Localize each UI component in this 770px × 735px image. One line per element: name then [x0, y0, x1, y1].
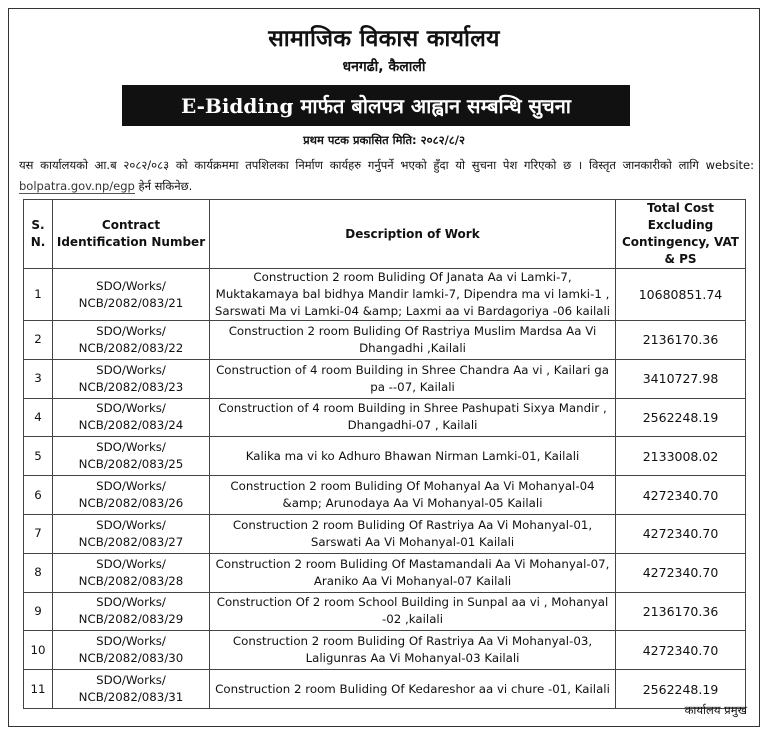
cell-cost: 4272340.70 — [616, 514, 746, 553]
published-date: प्रथम पटक प्रकासित मिति: २०८२/८/२ — [303, 133, 465, 147]
cell-contract: SDO/Works/ NCB/2082/083/24 — [53, 398, 210, 437]
signatory: कार्यालय प्रमुख — [684, 703, 747, 717]
table-header-row — [24, 200, 746, 269]
cell-cost: 2562248.19 — [616, 670, 746, 709]
cell-cost: 4272340.70 — [616, 476, 746, 515]
cell-contract: SDO/Works/ NCB/2082/083/31 — [53, 670, 210, 709]
cell-sn: 11 — [24, 670, 53, 709]
cell-contract: SDO/Works/ NCB/2082/083/27 — [53, 514, 210, 553]
cell-description: Construction 2 room Buliding Of Rastriya Aa Vi Mohanyal-03, Laligunras Aa Vi Mohanyal-03 Kailali — [210, 631, 616, 670]
bids-table — [23, 199, 746, 709]
cell-description: Construction 2 room Buliding Of Rastriya Aa Vi Mohanyal-01, Sarswati Aa Vi Mohanyal-01 Kailali — [210, 514, 616, 553]
cell-contract: SDO/Works/ NCB/2082/083/28 — [53, 553, 210, 592]
header-contract: Contract Identification Number — [53, 200, 210, 269]
cell-cost: 3410727.98 — [616, 359, 746, 398]
table-row — [24, 321, 746, 360]
cell-cost: 4272340.70 — [616, 631, 746, 670]
cell-cost: 10680851.74 — [616, 269, 746, 321]
notice-page — [8, 8, 760, 727]
cell-cost: 2562248.19 — [616, 398, 746, 437]
header-cost: Total Cost Excluding Contingency, VAT & PS — [616, 200, 746, 269]
cell-sn: 10 — [24, 631, 53, 670]
cell-sn: 4 — [24, 398, 53, 437]
header-description: Description of Work — [210, 200, 616, 269]
intro-paragraph — [19, 155, 754, 197]
office-name: सामाजिक विकास कार्यालय — [268, 26, 500, 52]
cell-description: Construction of 4 room Building in Shree Pashupati Sixya Mandir , Dhangadhi-07 , Kailali — [210, 398, 616, 437]
cell-contract: SDO/Works/ NCB/2082/083/30 — [53, 631, 210, 670]
intro-suffix: हेर्न सकिनेछ. — [134, 179, 193, 193]
header-sn: S. N. — [24, 200, 53, 269]
cell-description: Construction 2 room Buliding Of Mohanyal Aa Vi Mohanyal-04 &amp; Arunodaya Aa Vi Mohanyal-05 Kailali — [210, 476, 616, 515]
cell-contract: SDO/Works/ NCB/2082/083/21 — [53, 269, 210, 321]
cell-sn: 2 — [24, 321, 53, 360]
cell-description: Construction 2 room Buliding Of Rastriya Muslim Mardsa Aa Vi Dhangadhi ,Kailali — [210, 321, 616, 360]
table-row — [24, 592, 746, 631]
cell-cost: 4272340.70 — [616, 553, 746, 592]
cell-description: Construction 2 room Buliding Of Kedareshor aa vi chure -01, Kailali — [210, 670, 616, 709]
table-row — [24, 269, 746, 321]
cell-cost: 2133008.02 — [616, 437, 746, 476]
table-row — [24, 359, 746, 398]
cell-description: Construction 2 room Buliding Of Janata Aa vi Lamki-7, Muktakamaya bal bidhya Mandir lamki-7, Dipendra ma vi lamki-1 , Sarswati Ma vi Lamki-04 &amp; Laxmi aa vi Bardagoriya -06 kailali — [210, 269, 616, 321]
table-row — [24, 553, 746, 592]
table-row — [24, 514, 746, 553]
cell-contract: SDO/Works/ NCB/2082/083/29 — [53, 592, 210, 631]
cell-description: Construction of 4 room Building in Shree Chandra Aa vi , Kailari ga pa --07, Kailali — [210, 359, 616, 398]
office-location: धनगढी, कैलाली — [342, 59, 426, 75]
intro-text: यस कार्यालयको आ.ब २०८२/०८३ को कार्यक्रममा तपशिलका निर्माण कार्यहरु गर्नुपर्ने भएको हुँदा यो सुचना पेश गरिएको छ । विस्तृत जानकारीको लागि website: — [19, 158, 755, 172]
cell-cost: 2136170.36 — [616, 321, 746, 360]
table-row — [24, 437, 746, 476]
cell-sn: 6 — [24, 476, 53, 515]
cell-description: Construction Of 2 room School Building in Sunpal aa vi , Mohanyal -02 ,kailali — [210, 592, 616, 631]
cell-sn: 5 — [24, 437, 53, 476]
cell-contract: SDO/Works/ NCB/2082/083/25 — [53, 437, 210, 476]
cell-sn: 1 — [24, 269, 53, 321]
notice-title-banner: E-Bidding मार्फत बोलपत्र आह्वान सम्बन्धि सुचना — [122, 85, 630, 126]
cell-cost: 2136170.36 — [616, 592, 746, 631]
bids-table-wrapper — [23, 199, 745, 709]
table-row — [24, 631, 746, 670]
website-link[interactable]: bolpatra.gov.np/egp — [19, 179, 135, 193]
table-body — [24, 269, 746, 709]
cell-description: Construction 2 room Buliding Of Mastamandali Aa Vi Mohanyal-07, Araniko Aa Vi Mohanyal-07 Kailali — [210, 553, 616, 592]
cell-sn: 8 — [24, 553, 53, 592]
table-row — [24, 670, 746, 709]
cell-sn: 3 — [24, 359, 53, 398]
cell-description: Kalika ma vi ko Adhuro Bhawan Nirman Lamki-01, Kailali — [210, 437, 616, 476]
cell-sn: 7 — [24, 514, 53, 553]
cell-contract: SDO/Works/ NCB/2082/083/23 — [53, 359, 210, 398]
cell-contract: SDO/Works/ NCB/2082/083/26 — [53, 476, 210, 515]
cell-sn: 9 — [24, 592, 53, 631]
cell-contract: SDO/Works/ NCB/2082/083/22 — [53, 321, 210, 360]
table-row — [24, 398, 746, 437]
table-row — [24, 476, 746, 515]
